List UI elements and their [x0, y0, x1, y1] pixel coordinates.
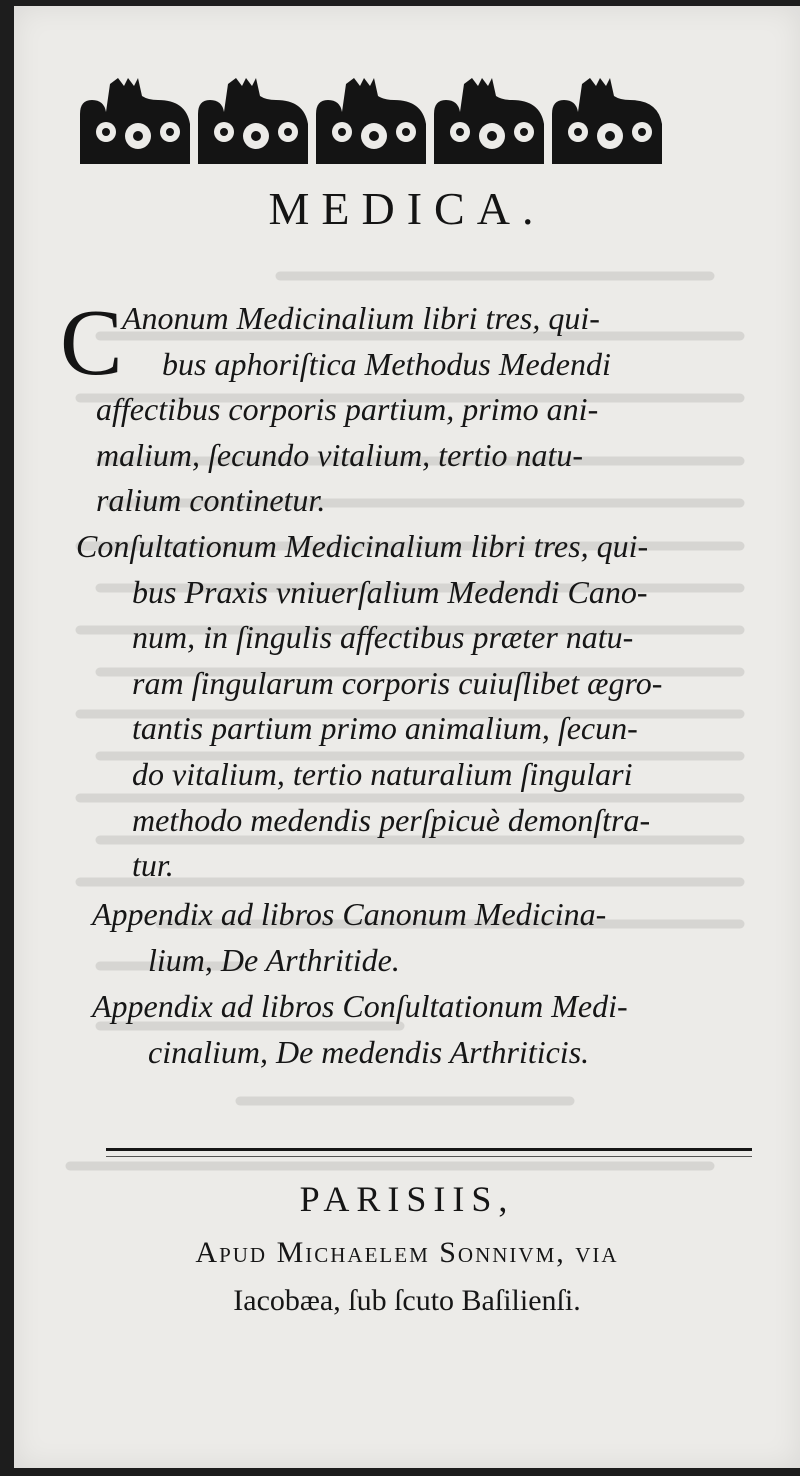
entry-line: cinalium, De medendis Arthriticis. — [148, 1033, 590, 1070]
entry-line: tur. — [132, 847, 174, 884]
entry-line: do vitalium, tertio naturalium ſingulari — [132, 755, 633, 792]
imprint-city: PARISIIS, — [299, 1179, 515, 1219]
book-page — [14, 6, 800, 1468]
drop-cap: C — [60, 291, 123, 395]
imprint-publisher: Apud Michaelem Sonnivm, via — [195, 1236, 619, 1269]
entry-line: methodo medendis perſpicuè demonſtra- — [132, 801, 651, 838]
imprint-address: Iacobæa, ſub ſcuto Baſilienſi. — [233, 1284, 581, 1317]
entry-line: Appendix ad libros Conſultationum Medi- — [92, 988, 628, 1024]
entry-line: Anonum Medicinalium libri tres, qui- — [122, 300, 600, 336]
divider-rule — [106, 1148, 752, 1151]
page-title: MEDICA. — [268, 183, 546, 234]
entry-line: num, in ſingulis affectibus præter natu- — [132, 619, 634, 656]
divider-rule — [106, 1156, 752, 1157]
catalog-entry — [76, 524, 752, 889]
entry-line: bus aphoriſtica Methodus Medendi — [162, 345, 611, 382]
catalog-entry — [92, 892, 752, 983]
catalog-entry — [96, 296, 752, 524]
entry-line: bus Praxis vniuerſalium Medendi Cano- — [132, 573, 648, 610]
printers-ornament — [76, 74, 696, 169]
entry-line: Conſultationum Medicinalium libri tres, qui- — [76, 528, 649, 564]
entry-line: affectibus corporis partium, primo ani- — [96, 391, 599, 428]
catalog-entry — [92, 984, 752, 1075]
entry-line: ralium continetur. — [96, 482, 326, 519]
entry-line: malium, ſecundo vitalium, tertio natu- — [96, 436, 584, 473]
entry-line: tantis partium primo animalium, ſecun- — [132, 710, 638, 747]
entry-line: Appendix ad libros Canonum Medicina- — [92, 896, 607, 932]
entry-line: ram ſingularum corporis cuiuſlibet ægro- — [132, 664, 663, 701]
entry-line: lium, De Arthritide. — [148, 941, 400, 978]
